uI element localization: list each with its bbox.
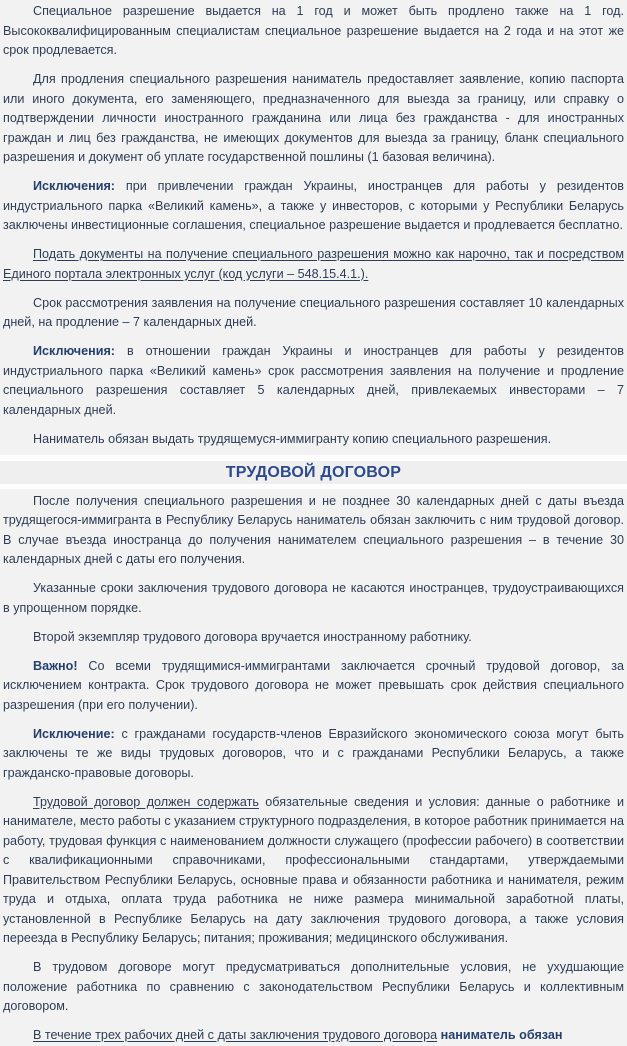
paragraph-permit-extension-docs: [3, 70, 624, 168]
paragraph-text: в отношении граждан Украины и иностранцев для работы у резидентов индустриального парка «Великий камень» срок рассмотрения заявления на получение и продление специального разрешения составляет 5 календарных дней, привлекаемых инвесторами – 7 календарных дней.: [3, 344, 624, 417]
exceptions-label: Исключения:: [33, 344, 115, 358]
paragraph-permit-duration: [3, 2, 624, 61]
paragraph-second-copy: [3, 628, 624, 648]
section-heading-band: [0, 455, 627, 489]
paragraph-three-days-obligation: [3, 1026, 624, 1046]
exception-label: Исключение:: [33, 726, 115, 741]
paragraph-contract-contents: [3, 793, 624, 949]
paragraph-submit-documents: [3, 245, 624, 284]
paragraph-text: Второй экземпляр трудового договора вручается иностранному работнику.: [33, 629, 472, 644]
paragraph-text: Для продления специального разрешения наниматель предоставляет заявление, копию паспорта или иного документа, его заменяющего, предназначенного для выезда за границу, или справку о подтверждении личности иностранного гражданина или лица без гражданства - для иностранных граждан и лиц без гражданства, не имеющих документов для выезда за границу, бланк специального разрешения и документ об уплате государственной пошлины (1 базовая величина).: [3, 72, 624, 164]
paragraph-exceptions-fee: [3, 177, 624, 236]
paragraph-simplified-order: [3, 579, 624, 618]
paragraph-additional-conditions: [3, 958, 624, 1017]
section-heading: ТРУДОВОЙ ДОГОВОР: [0, 461, 627, 484]
special-permit-section: [0, 2, 627, 449]
paragraph-exceptions-period: [3, 342, 624, 420]
labor-contract-section: [0, 489, 627, 1046]
paragraph-text: Срок рассмотрения заявления на получение специального разрешения составляет 10 календарных дней, на продление – 7 календарных дней.: [3, 295, 624, 329]
paragraph-eaeu-exception: [3, 725, 624, 784]
paragraph-important-fixed-term: [3, 657, 624, 716]
paragraph-text: с гражданами государств-членов Евразийского экономического союза могут быть заключены те же виды трудовых договоров, что и с гражданами Республики Беларусь, а также гражданско-правовые договоры.: [3, 726, 624, 780]
paragraph-contract-deadline: [3, 492, 624, 570]
contract-contents-link[interactable]: Трудовой договор должен содержать: [33, 794, 259, 809]
paragraph-text: при привлечении граждан Украины, иностранцев для работы у резидентов индустриального парка «Великий камень», а также у инвесторов, с которыми у Республики Беларусь заключены инвестиционные соглашения, специальное разрешение выдается и продлевается бесплатно.: [3, 179, 624, 232]
paragraph-copy-obligation: [3, 430, 624, 450]
paragraph-text: Со всеми трудящимися-иммигрантами заключается срочный трудовой договор, за исключением контракта. Срок трудового договора не может превышать срок действия специального разрешения (при его получении).: [3, 658, 624, 712]
paragraph-text: Указанные сроки заключения трудового договора не касаются иностранцев, трудоустраивающихся в упрощенном порядке.: [3, 581, 624, 615]
submit-documents-link[interactable]: Подать документы на получение специального разрешения можно как нарочно, так и посредством Единого портала электронных услуг (код услуги – 548.15.4.1.).: [3, 247, 624, 281]
employer-obliged-label: наниматель обязан: [437, 1028, 563, 1042]
exceptions-label: Исключения:: [33, 179, 115, 193]
paragraph-text: После получения специального разрешения и не позднее 30 календарных дней с даты въезда трудящегося-иммигранта в Республику Беларусь наниматель обязан заключить с ним трудовой договор. В случае въезда иностранца до получения нанимателем специального разрешения – в течение 30 календарных дней с даты его получения.: [3, 493, 624, 566]
three-days-link[interactable]: В течение трех рабочих дней с даты заключения трудового договора: [33, 1028, 438, 1042]
important-label: Важно!: [33, 658, 78, 673]
paragraph-text: Специальное разрешение выдается на 1 год и может быть продлено также на 1 год. Высококвалифицированным специалистам специальное разрешение выдается на 2 года и на этот же срок продлевается.: [3, 4, 624, 57]
paragraph-text: Наниматель обязан выдать трудящемуся-иммигранту копию специального разрешения.: [33, 431, 552, 446]
paragraph-text: обязательные сведения и условия: данные о работнике и нанимателе, место работы с указанием структурного подразделения, в которое работник принимается на работу, трудовая функция с наименованием должности служащего (профессии рабочего) в соответствии с квалификационными справочниками, профессиональными стандартами, утверждаемыми Правительством Республики Беларусь, основные права и обязанности работника и нанимателя, режим труда и отдыха, оплата труда работника не ниже размера минимальной заработной платы, установленной в Республике Беларусь на дату заключения трудового договора, а также условия переезда в Республику Беларусь; питания; проживания; медицинского обслуживания.: [3, 794, 624, 945]
paragraph-review-period: [3, 294, 624, 333]
paragraph-text: В трудовом договоре могут предусматриваться дополнительные условия, не ухудшающие положение работника по сравнению с законодательством Республики Беларусь и коллективным договором.: [3, 960, 624, 1013]
